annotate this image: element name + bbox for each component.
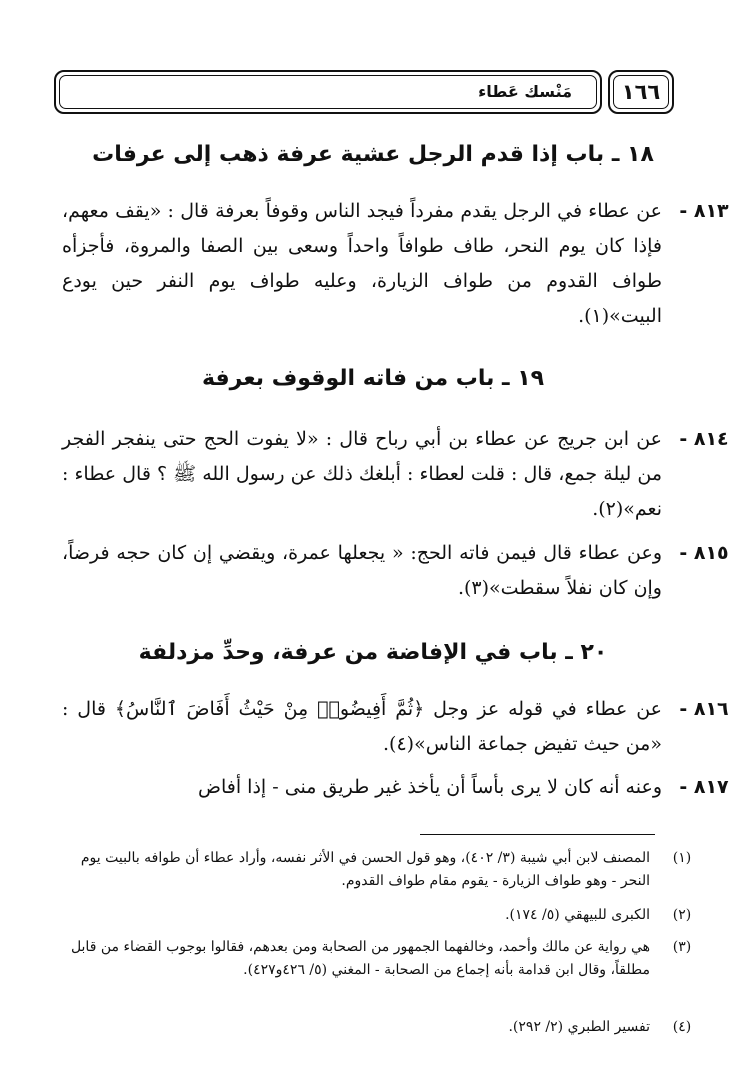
chapter-heading-18: ١٨ ـ باب إذا قدم الرجل عشية عرفة ذهب إلى عرفات [92, 142, 654, 167]
entry-text: وعن عطاء قال فيمن فاته الحج: « يجعلها عمرة، ويقضي إن كان حجه فرضاً، وإن كان نفلاً سقطت»(٣). [62, 542, 662, 599]
footnote-divider [420, 834, 655, 835]
footnote-1 [60, 847, 692, 893]
entry-814 [62, 422, 729, 527]
entry-817 [62, 770, 729, 805]
footnote-text: تفسير الطبري (٢/ ٢٩٢). [508, 1019, 650, 1035]
footnote-number: (٤) [672, 1019, 692, 1035]
entry-number: ٨١٧ - [679, 776, 729, 798]
entry-816 [62, 692, 729, 762]
footnote-2 [60, 904, 692, 927]
entry-text: وعنه أنه كان لا يرى بأساً أن يأخذ غير طريق منى - إذا أفاض [198, 776, 662, 798]
entry-815 [62, 536, 729, 606]
footnote-text: هي رواية عن مالك وأحمد، وخالفهما الجمهور من الصحابة ومن بعدهم، فقالوا بوجوب القضاء من قابل مطلقاً، وقال ابن قدامة بأنه إجماع من الصحابة - المغني (٥/ ٤٢٦و٤٢٧). [70, 939, 650, 978]
entry-number: ٨١٦ - [679, 698, 729, 720]
footnote-4 [60, 1016, 692, 1039]
page-number: ١٦٦ [608, 70, 674, 114]
footnote-number: (١) [672, 850, 692, 866]
chapter-heading-19: ١٩ ـ باب من فاته الوقوف بعرفة [201, 366, 545, 391]
entry-text: عن عطاء في قوله عز وجل ﴿ثُمَّ أَفِيضُوا۟ مِنْ حَيْثُ أَفَاضَ ٱلنَّاسُ﴾ قال : «من حيث تفيض جماعة الناس»(٤). [62, 698, 662, 755]
entry-813 [62, 194, 729, 334]
entry-text: عن عطاء في الرجل يقدم مفرداً فيجد الناس وقوفاً بعرفة قال : «يقف معهم، فإذا كان يوم النحر، طاف طوافاً واحداً وسعى بين الصفا والمروة، فأجزأه طواف القدوم من طواف الزيارة، وعليه طواف يوم النفر حين يودع البيت»(١). [62, 200, 662, 327]
footnote-text: الكبرى للبيهقي (٥/ ١٧٤). [505, 907, 650, 923]
book-title: مَنْسك عَطاء [54, 70, 602, 114]
footnote-3 [60, 936, 692, 982]
running-header [54, 70, 674, 116]
entry-text: عن ابن جريج عن عطاء بن أبي رباح قال : «لا يفوت الحج حتى ينفجر الفجر من ليلة جمع، قال : قلت لعطاء : أبلغك ذلك عن رسول الله ﷺ ؟ قال عطاء : نعم»(٢). [62, 428, 662, 520]
chapter-heading-20: ٢٠ ـ باب في الإفاضة من عرفة، وحدِّ مزدلفة [138, 640, 608, 665]
entry-number: ٨١٤ - [679, 428, 729, 450]
entry-number: ٨١٥ - [679, 542, 729, 564]
entry-number: ٨١٣ - [679, 200, 729, 222]
footnote-number: (٢) [672, 907, 692, 923]
footnote-text: المصنف لابن أبي شيبة (٣/ ٤٠٢)، وهو قول الحسن في الأثر نفسه، وأراد عطاء أن طوافه بالبيت يوم النحر - وهو طواف الزيارة - يقوم مقام طواف القدوم. [80, 850, 650, 889]
footnote-number: (٣) [672, 939, 692, 955]
